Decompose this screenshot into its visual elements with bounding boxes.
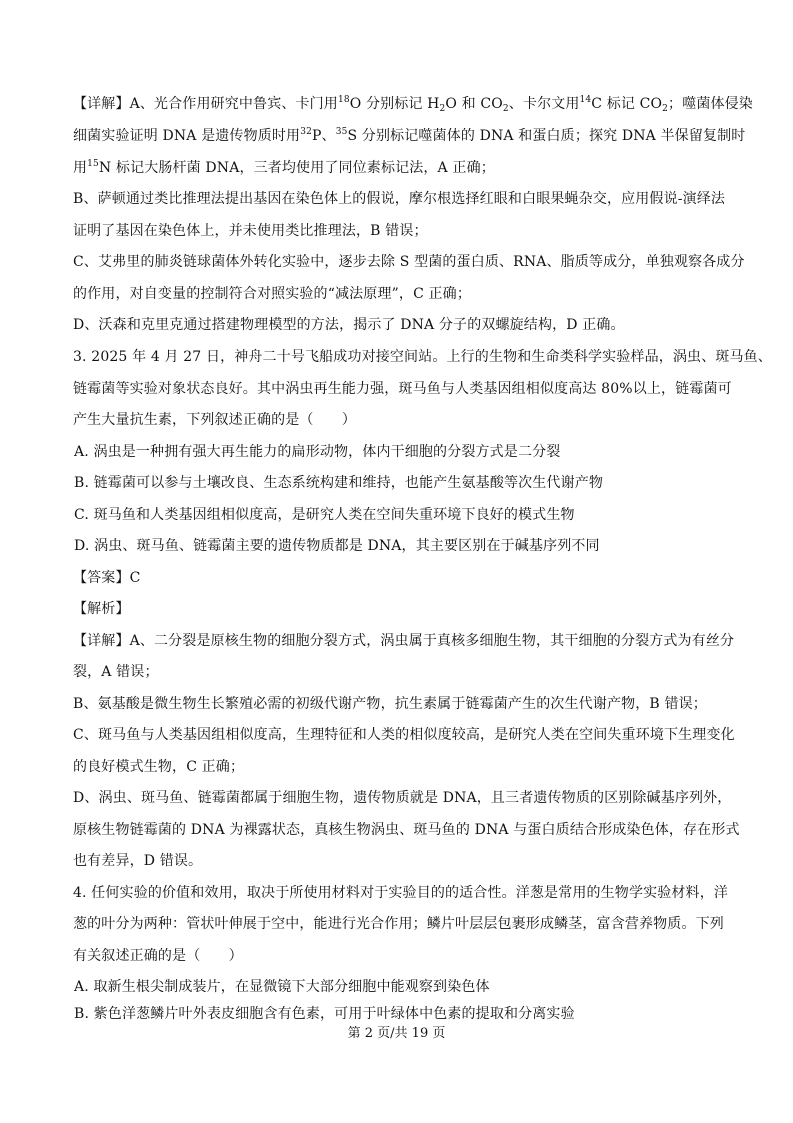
question-3-detail-line-2: 裂，A 错误； [73, 664, 159, 680]
question-4-stem-line-3: 有关叙述正确的是（ ） [73, 948, 243, 964]
question-3-answer: 【答案】C [73, 570, 141, 586]
question-3-analysis-heading: 【解析】 [73, 601, 130, 617]
question-3-option-c: C. 斑马鱼和人类基因组相似度高，是研究人类在空间失重环境下良好的模式生物 [74, 507, 575, 523]
question-4-stem-line-1: 4. 任何实验的价值和效用，取决于所使用材料对于实验目的的适合性。洋葱是常用的生物学实验材料，洋 [73, 885, 729, 901]
detail-line-d: D、沃森和克里克通过搭建物理模型的方法，揭示了 DNA 分子的双螺旋结构，D 正确。 [73, 317, 625, 333]
question-4-option-a: A. 取新生根尖制成装片，在显微镜下大部分细胞中能观察到染色体 [74, 979, 490, 995]
question-3-option-a: A. 涡虫是一种拥有强大再生能力的扁形动物，体内干细胞的分裂方式是二分裂 [74, 444, 561, 460]
question-3-detail-line-7: 原核生物链霉菌的 DNA 为裸露状态，真核生物涡虫、斑马鱼的 DNA 与蛋白质结合形成染色体，存在形式 [73, 822, 740, 838]
question-3-detail-line-1: 【详解】A、二分裂是原核生物的细胞分裂方式，涡虫属于真核多细胞生物，其干细胞的分裂方式为有丝分 [73, 633, 735, 649]
question-3-detail-line-5: 的良好模式生物，C 正确； [73, 759, 245, 775]
question-4-option-b: B. 紫色洋葱鳞片叶外表皮细胞含有色素，可用于叶绿体中色素的提取和分离实验 [74, 1006, 575, 1022]
detail-line-isotope-1: 【详解】A、光合作用研究中鲁宾、卡门用$^{18}$O 分别标记 $H_2O$ 和 $CO_2$、卡尔文用$^{14}$C 标记 $CO_2$；噬菌体侵染 [73, 95, 753, 114]
question-3-detail-line-3: B、氨基酸是微生物生长繁殖必需的初级代谢产物，抗生素属于链霉菌产生的次生代谢产物，B 错误； [73, 696, 707, 712]
detail-line-c-2: 的作用，对自变量的控制符合对照实验的“减法原理”，C 正确； [73, 286, 471, 302]
question-3-stem-line-3: 产生大量抗生素，下列叙述正确的是（ ） [73, 412, 356, 428]
detail-line-isotope-3: 用$^{15}$N 标记大肠杆菌 DNA，三者均使用了同位素标记法，A 正确； [73, 159, 495, 176]
page-number-footer: 第 2 页/共 19 页 [347, 1026, 446, 1041]
question-3-stem-line-1: 3. 2025 年 4 月 27 日，神舟二十号飞船成功对接空间站。上行的生物和生命类科学实验样品，涡虫、斑马鱼、 [73, 349, 772, 365]
question-3-detail-line-6: D、涡虫、斑马鱼、链霉菌都属于细胞生物，遗传物质就是 DNA，且三者遗传物质的区别除碱基序列外， [73, 790, 732, 806]
question-4-stem-line-2: 葱的叶分为两种：管状叶伸展于空中，能进行光合作用；鳞片叶层层包裹形成鳞茎，富含营养物质。下列 [73, 916, 724, 932]
question-3-option-d: D. 涡虫、斑马鱼、链霉菌主要的遗传物质都是 DNA，其主要区别在于碱基序列不同 [74, 538, 600, 554]
detail-line-c-1: C、艾弗里的肺炎链球菌体外转化实验中，逐步去除 S 型菌的蛋白质、RNA、脂质等成分，单独观察各成分 [73, 254, 745, 270]
detail-line-b-1: B、萨顿通过类比推理法提出基因在染色体上的假说，摩尔根选择红眼和白眼果蝇杂交，应用假说-演绎法 [73, 191, 726, 207]
question-3-detail-line-4: C、斑马鱼与人类基因组相似度高，生理特征和人类的相似度较高，是研究人类在空间失重环境下生理变化 [73, 727, 735, 743]
question-3-option-b: B. 链霉菌可以参与土壤改良、生态系统构建和维持，也能产生氨基酸等次生代谢产物 [74, 475, 604, 491]
detail-line-isotope-2: 细菌实验证明 DNA 是遗传物质时用$^{32}$P、$^{35}$S 分别标记噬菌体的 DNA 和蛋白质；探究 DNA 半保留复制时 [73, 127, 746, 144]
question-3-detail-line-8: 也有差异，D 错误。 [73, 853, 203, 869]
detail-line-b-2: 证明了基因在染色体上，并未使用类比推理法，B 错误； [73, 223, 428, 239]
question-3-stem-line-2: 链霉菌等实验对象状态良好。其中涡虫再生能力强，斑马鱼与人类基因组相似度高达 80%以上，链霉菌可 [73, 381, 732, 397]
